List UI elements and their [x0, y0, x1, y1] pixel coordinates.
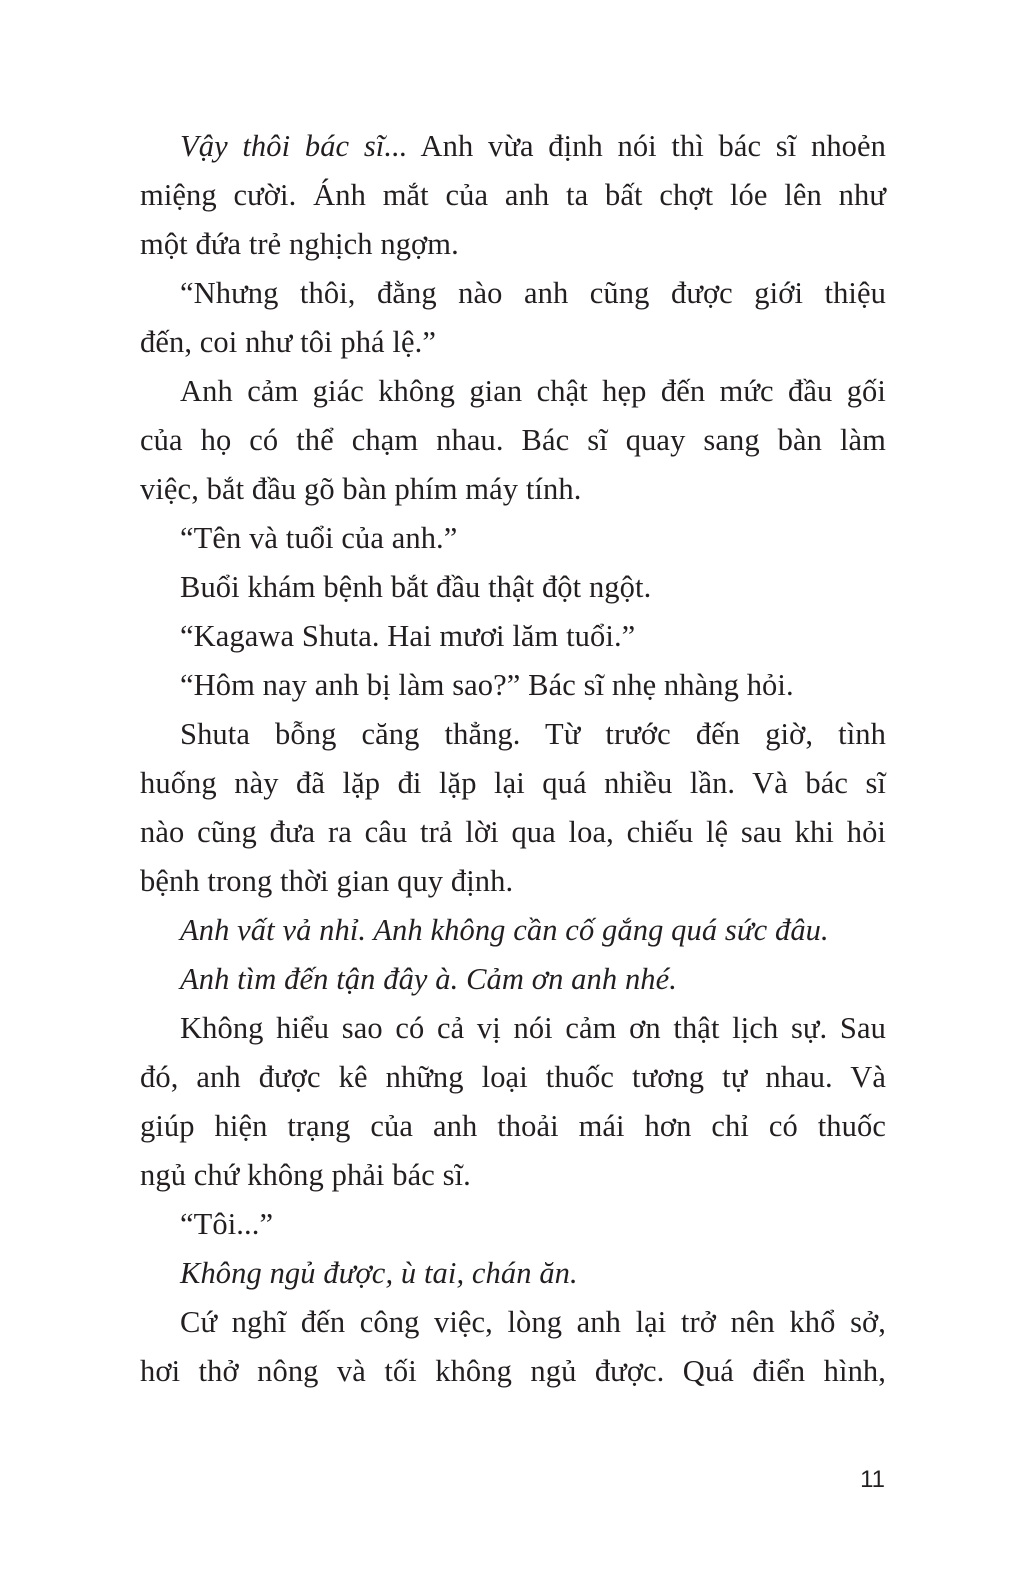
paragraph — [140, 269, 886, 367]
italic-text: Vậy thôi bác sĩ... — [180, 129, 408, 163]
text-line — [140, 1200, 886, 1249]
text-run: Anh vừa định nói thì bác sĩ nhoẻn — [407, 129, 887, 163]
paragraph — [140, 1200, 886, 1249]
paragraph — [140, 612, 886, 661]
text-run: Không hiểu sao có cả vị nói cảm ơn thật lịch sự. Sau — [180, 1011, 886, 1045]
text-run: “Tên và tuổi của anh.” — [180, 521, 458, 555]
text-run: một đứa trẻ nghịch ngợm. — [140, 227, 459, 261]
text-line — [140, 220, 886, 269]
text-run: đó, anh được kê những loại thuốc tương tự nhau. Và — [140, 1060, 886, 1094]
text-line — [140, 1053, 886, 1102]
text-run: “Tôi...” — [180, 1207, 274, 1241]
paragraph — [140, 906, 886, 955]
text-run: nào cũng đưa ra câu trả lời qua loa, chiếu lệ sau khi hỏi — [140, 815, 886, 849]
italic-text: Anh tìm đến tận đây à. Cảm ơn anh nhé. — [180, 962, 678, 996]
text-run: ngủ chứ không phải bác sĩ. — [140, 1158, 471, 1192]
paragraph — [140, 710, 886, 906]
paragraph — [140, 514, 886, 563]
paragraph — [140, 563, 886, 612]
text-line — [140, 318, 886, 367]
text-run: huống này đã lặp đi lặp lại quá nhiều lần. Và bác sĩ — [140, 766, 886, 800]
text-run: việc, bắt đầu gõ bàn phím máy tính. — [140, 472, 582, 506]
text-line — [140, 1004, 886, 1053]
text-line — [140, 955, 886, 1004]
text-run: “Hôm nay anh bị làm sao?” Bác sĩ nhẹ nhàng hỏi. — [180, 668, 794, 702]
body-text — [140, 122, 886, 1396]
paragraph — [140, 661, 886, 710]
text-run: miệng cười. Ánh mắt của anh ta bất chợt lóe lên như — [140, 178, 886, 212]
text-line — [140, 1347, 886, 1396]
text-line — [140, 514, 886, 563]
text-line — [140, 710, 886, 759]
text-line — [140, 661, 886, 710]
text-run: Cứ nghĩ đến công việc, lòng anh lại trở nên khổ sở, — [180, 1305, 886, 1339]
text-line — [140, 416, 886, 465]
paragraph — [140, 1004, 886, 1200]
text-line — [140, 269, 886, 318]
text-run: “Kagawa Shuta. Hai mươi lăm tuổi.” — [180, 619, 636, 653]
paragraph — [140, 122, 886, 269]
text-line — [140, 1249, 886, 1298]
text-line — [140, 171, 886, 220]
paragraph — [140, 955, 886, 1004]
text-line — [140, 563, 886, 612]
text-line — [140, 1298, 886, 1347]
text-line — [140, 1151, 886, 1200]
text-line — [140, 759, 886, 808]
text-line — [140, 465, 886, 514]
italic-text: Anh vất vả nhỉ. Anh không cần cố gắng quá sức đâu. — [180, 913, 829, 947]
paragraph — [140, 367, 886, 514]
text-run: đến, coi như tôi phá lệ.” — [140, 325, 436, 359]
text-run: Shuta bỗng căng thẳng. Từ trước đến giờ, tình — [180, 717, 886, 751]
text-line — [140, 612, 886, 661]
paragraph — [140, 1298, 886, 1396]
text-run: của họ có thể chạm nhau. Bác sĩ quay sang bàn làm — [140, 423, 886, 457]
text-run: Anh cảm giác không gian chật hẹp đến mức đầu gối — [180, 374, 886, 408]
text-line — [140, 367, 886, 416]
text-line — [140, 857, 886, 906]
text-run: hơi thở nông và tối không ngủ được. Quá điển hình, — [140, 1354, 886, 1388]
paragraph — [140, 1249, 886, 1298]
text-run: bệnh trong thời gian quy định. — [140, 864, 514, 898]
text-line — [140, 1102, 886, 1151]
text-line — [140, 808, 886, 857]
text-run: giúp hiện trạng của anh thoải mái hơn chỉ có thuốc — [140, 1109, 886, 1143]
italic-text: Không ngủ được, ù tai, chán ăn. — [180, 1256, 578, 1290]
text-run: Buổi khám bệnh bắt đầu thật đột ngột. — [180, 570, 652, 604]
text-line — [140, 906, 886, 955]
text-line — [140, 122, 886, 171]
page-number: 11 — [860, 1466, 885, 1493]
text-run: “Nhưng thôi, đằng nào anh cũng được giới thiệu — [180, 276, 886, 310]
